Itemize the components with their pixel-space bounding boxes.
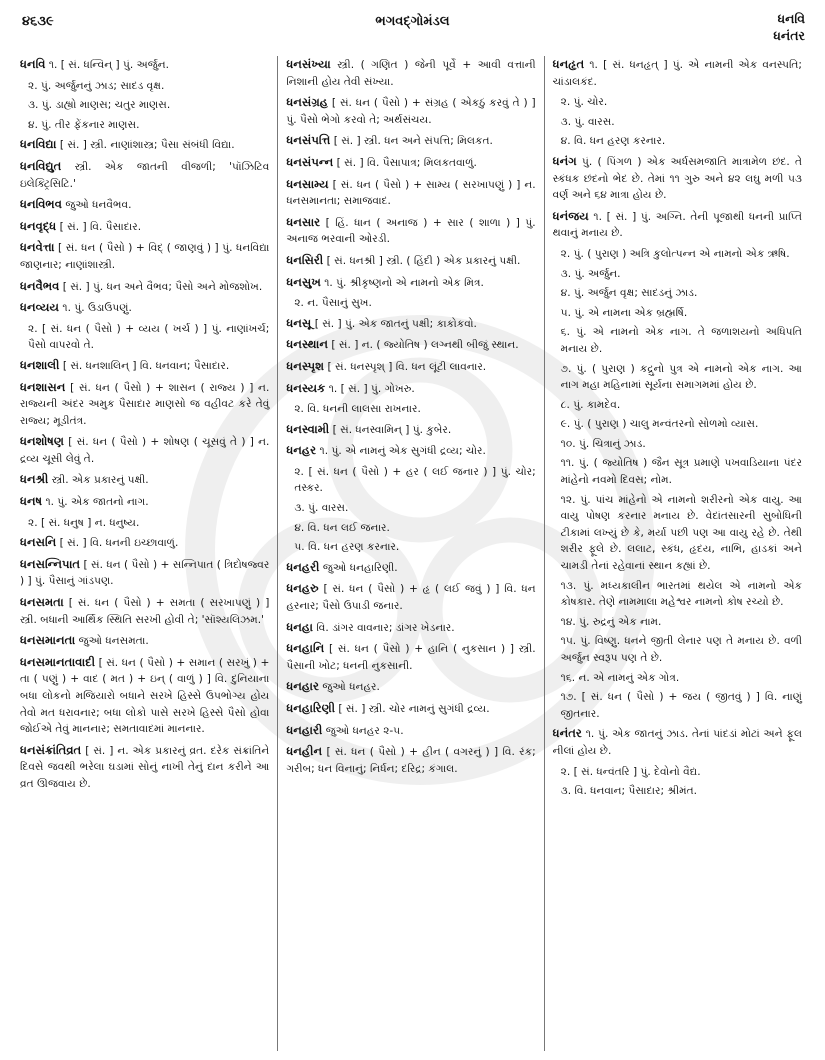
sense: ૨. ન. પૈસાનું સુખ. [294, 297, 372, 310]
dictionary-entry [20, 239, 269, 273]
dictionary-entry [286, 722, 535, 740]
headword: ધનસન્નિપાત [20, 556, 81, 571]
sense: ૨. [ સં. ધન ( પૈસો ) + હર ( લઈ જનાર ) ] પું. ચોર; તસ્કર. [294, 465, 536, 495]
definition: [ સં. ] સ્ત્રી. ચોર નામનું સુગંધી દ્રવ્ય. [338, 703, 490, 715]
dictionary-entry [20, 56, 269, 74]
dictionary-entry [20, 534, 269, 552]
dictionary-entry [286, 380, 535, 398]
dictionary-entry [286, 700, 535, 718]
headword: ધનવ્યય [20, 300, 60, 315]
headword: ધનહાર [286, 679, 319, 694]
book-title: ભગવદ્ગોમંડલ [375, 14, 450, 29]
headword: ધનશોષણ [20, 434, 65, 449]
headword: ધનંગ [552, 153, 577, 168]
headword: ધનસ્પૃશ [286, 358, 325, 373]
sense: ૫. પું. એ નામના એક બ્રહ્મર્ષિ. [560, 306, 688, 319]
dictionary-entry [20, 158, 269, 192]
sense: ૧૧. પું. ( જ્યોતિષ ) જૈન સૂત્ર પ્રમાણે પખવાડિયાના પંદર માંહેનો નવમો દિવસ; નોમ. [560, 457, 802, 487]
definition: [ સં. ] વિ. પૈસાપાત્ર; મિલકતવાળું. [336, 156, 477, 169]
definition: [ સં. ] સ્ત્રી. નાણાંશાસ્ત્ર; પૈસા સંબંધી વિદ્યા. [59, 139, 235, 152]
dictionary-entry [20, 556, 269, 590]
definition: ૧. પું. શ્રીકૃષ્ણનો એ નામનો એક મિત્ર. [324, 276, 484, 289]
sense: ૨. [ સં. ધન ( પૈસો ) + વ્યય ( ખર્ચ ) ] પું. નાણાંખર્ચ; પૈસો વાપરવો તે. [28, 322, 270, 352]
headword: ધનસામ્ય [286, 176, 329, 191]
dictionary-entry [286, 132, 535, 150]
headword: ધનવૈભવ [20, 278, 60, 293]
dictionary-entry [286, 743, 535, 777]
headword: ધનહરી [286, 559, 320, 574]
headword: ધનસ્વામી [286, 421, 330, 436]
definition: [ સં. ] ન. એક પ્રકારનું વ્રત. દરેક સંક્રાંતિને દિવસે જવથી ભરેલા ઘડામાં સોનું નાખી તેનું દાન કરીને આ વ્રત ઊજવાય છે. [20, 744, 270, 790]
headword: ધનસંખ્યા [286, 57, 331, 71]
dictionary-entry [286, 336, 535, 354]
guide-word-last: ધનંતર [773, 28, 805, 43]
guide-word-first: ધનવિ [777, 11, 805, 26]
definition: [ સં. ] પું. એક જાતનું પક્ષી; કાકોકવો. [314, 317, 477, 330]
sense: ૧૦. પું. ચિત્રાનું ઝાડ. [560, 437, 646, 450]
dictionary-entry [286, 559, 535, 577]
page-header [0, 0, 825, 52]
sense: ૧૨. પું. પાંચ માંહેનો એ નામનો શરીરનો એક વાયુ. આ વાયુ પોષણ કરનાર મનાય છે. વેદાંતસારની સુબોધિની ટીકામાં લખ્યું છે કે, મર્યા પછી પણ આ વાયુ રહે છે. તેથી શરીર ફૂલે છે. લલાટ, સ્કંધ, હૃદય, નાભિ, હાડકાં અને ચામડી તેનાં રહેવાનાં સ્થાન કહ્યાં છે. [560, 493, 802, 573]
definition: જુઓ ધનહારિણી. [322, 561, 398, 574]
sense: ૧૪. પું. રુદ્રનું એક નામ. [560, 615, 662, 628]
headword: ધનવૃદ્ધ [20, 218, 57, 233]
definition: [ સં. ] વિ. પૈસાદાર. [59, 220, 142, 233]
sense: ૧૭. [ સં. ધન ( પૈસો ) + જય ( જીતવું ) ] વિ. નાણું જીતનાર. [560, 691, 802, 720]
dictionary-entry [286, 154, 535, 172]
definition: પું. ( પિંગળ ) એક અર્ધસમજાતિ માત્રામેળ છંદ. તે સ્કંધક છંદનો ભેદ છે. તેમાં ૧૧ ગુરુ અને ૪૨ લઘુ મળી ૫૩ વર્ણ અને ૬૪ માત્રા હોય છે. [552, 155, 802, 202]
column-2 [277, 56, 543, 1051]
definition: [ સં. ] સ્ત્રી. ધન અને સંપત્તિ; મિલકત. [333, 135, 493, 148]
definition: જુઓ ધનવૈભવ. [65, 199, 132, 212]
definition: સ્ત્રી. એક જાતની વીજળી; 'પૉઝિટિવ ઇલેક્ટ્રિસિટિ.' [20, 160, 270, 190]
headword: ધનસિરી [286, 252, 324, 267]
definition: ૧. પું. એક જાતનું ઝાડ. તેનાં પાંદડાં મોટાં અને ફૂલ નીલાં હોય છે. [552, 728, 802, 757]
sense: ૩. પું. વારસ. [294, 502, 349, 515]
definition: [ સં. ધનશ્રી ] સ્ત્રી. ( હિંદી ) એક પ્રકારનું પક્ષી. [326, 254, 521, 267]
dictionary-entry [286, 358, 535, 376]
headword: ધનસંગ્રહ [286, 95, 329, 110]
sense: ૫. વિ. ધન હરણ કરનાર. [294, 541, 400, 554]
dictionary-entry [20, 196, 269, 214]
guide-words [773, 10, 805, 44]
definition: [ સં. ધન ( પૈસો ) + હૃ ( લઈ જવું ) ] વિ. ધન હરનાર; પૈસો ઉપાડી જનાર. [286, 583, 536, 613]
dictionary-entry [20, 299, 269, 317]
dictionary-entry [20, 357, 269, 375]
dictionary-columns [20, 56, 810, 1051]
headword: ધનસનિ [20, 535, 57, 550]
sense: ૪. પું. અર્જુન વૃક્ષ; સાદડનું ઝાડ. [560, 287, 698, 300]
headword: ધનવિદ્યા [20, 137, 57, 152]
definition: [ સં. ] વિ. ધનની ઇચ્છાવાળું. [59, 537, 179, 550]
sense: ૧૩. પું. મધ્યકાલીન ભારતમાં થયેલ એ નામનો એક કોષકાર. તેણે નામમાલા મહેશ્વર નામનો કોષ રચ્યો છે. [560, 579, 802, 609]
sense: ૪. વિ. ધન લઈ જનાર. [294, 521, 390, 534]
sense: ૩. વિ. ધનવાન; પૈસાદાર; શ્રીમંત. [560, 785, 697, 798]
definition: [ સં. ] પું. ધન અને વૈભવ; પૈસો અને મોજશોખ. [62, 280, 263, 293]
dictionary-entry [286, 442, 535, 460]
headword: ધનહાનિ [286, 641, 325, 656]
definition: ૧. [ સં. ધનહૃત્ ] પું. એ નામની એક વનસ્પતિ; ચાંડાલકંદ. [552, 59, 802, 88]
dictionary-entry [553, 208, 802, 242]
dictionary-entry [286, 315, 535, 333]
dictionary-entry [286, 619, 535, 637]
headword: ધનસ્થાન [286, 337, 329, 352]
headword: ધનસાર [286, 214, 321, 229]
definition: [ સં. ધન ( પૈસો ) + શાસન ( રાજ્ય ) ] ન. રાજ્યની અંદર અમુક પૈસાદાર માણસો જ વહીવટ કરે તેવું રાજ્ય; મૂડીતંત્ર. [20, 381, 270, 427]
sense: ૨. પું. ( પુરાણ ) અત્રિ કુલોત્પન્ન એ નામનો એક ઋષિ. [560, 247, 790, 260]
headword: ધનસંક્રાંતિવ્રત [20, 742, 82, 757]
sense: ૨. વિ. ધનની લાલસા રાખનાર. [294, 403, 421, 416]
headword: ધનંજય [552, 208, 589, 223]
sense: ૯. પું. ( પુરાણ ) ચાલુ મન્વંતરનો સોળમો વ્યાસ. [560, 418, 759, 431]
dictionary-entry [20, 471, 269, 489]
definition: [ સં. ધન ( પૈસો ) + સંગ્રહ ( એકઠું કરવું તે ) ] પું. પૈસો ભેગો કરવો તે; અર્થસંચય. [286, 97, 536, 126]
dictionary-entry [553, 153, 802, 204]
dictionary-entry [286, 252, 535, 270]
sense: ૩. પું. અર્જુન. [560, 267, 621, 280]
dictionary-entry [20, 433, 269, 467]
definition: જુઓ ધનસમતા. [78, 635, 149, 648]
sense: ૧૬. ન. એ નામનું એક ગોત્ર. [560, 671, 680, 684]
definition: વિ. ડાંગર વાવનાર; ડાંગર ખેડનાર. [316, 621, 455, 634]
headword: ધનવિભવ [20, 197, 62, 212]
definition: સ્ત્રી. એક પ્રકારનું પક્ષી. [51, 474, 149, 487]
definition: જુઓ ધનહર ૨-૫. [325, 724, 404, 737]
sense: ૨. [ સં. ધનુષ ] ન. ધનુષ્ય. [28, 516, 140, 529]
definition: [ સં. ધન ( પૈસો ) + હાનિ ( નુકસાન ) ] સ્ત્રી. પૈસાની ખોટ; ધનની નુકસાની. [286, 643, 536, 672]
dictionary-entry [20, 742, 269, 793]
dictionary-entry [286, 214, 535, 248]
sense: ૩. પું. વારસ. [560, 115, 615, 128]
column-3 [544, 56, 810, 1051]
dictionary-entry [286, 421, 535, 439]
definition: ૧. પું. એક જાતનો નાગ. [45, 496, 149, 509]
definition: [ સં. ધન ( પૈસો ) + સમાન ( સરખું ) + તા ( પણું ) + વાદ ( મત ) + ઇન્ ( વાળું ) ] વિ. દુનિયાના બધા લોકનો મજિયારો બધાને સરખે હિસ્સે ઉપભોગ્ય હોય તેવો મત ધરાવનાર; બધા લોકો પાસે સરખે હિસ્સે પૈસો હોવા જોઈએ તેવું માનનાર; સમતાવાદમાં માનનાર. [20, 656, 270, 736]
definition: ૧. [ સં. ] પું. ગોખરુ. [328, 382, 415, 395]
sense: ૨. [ સં. ધન્વંતરિ ] પું. દેવોનો વૈદ્ય. [560, 765, 701, 778]
headword: ધનહારી [286, 722, 323, 737]
sense: ૧૫. પું. વિષ્ણુ. ધનને જીતી લેનાર પણ તે મનાય છે. વળી અર્જુન સ્વરૂપ પણ તે છે. [560, 635, 802, 664]
column-1 [20, 56, 277, 1051]
dictionary-entry [286, 678, 535, 696]
headword: ધનહર [286, 443, 317, 458]
dictionary-entry [286, 640, 535, 674]
definition: [ સં. ધન ( પૈસો ) + સમતા ( સરખાપણું ) ] સ્ત્રી. બધાની આર્થિક સ્થિતિ સરખી હોવી તે; 'સૉશ્યલિઝમ.' [20, 597, 270, 626]
headword: ધનસૂ [286, 315, 312, 330]
dictionary-entry [20, 379, 269, 430]
dictionary-entry [286, 176, 535, 210]
definition: [ સં. ધન ( પૈસો ) + હીન ( વગરનું ) ] વિ. રંક; ગરીબ; ધન વિનાનું; નિર્ધન; દરિદ્ર; કંગાલ. [286, 746, 536, 775]
headword: ધનહારિણી [286, 701, 336, 715]
definition: જુઓ ધનહર. [322, 681, 380, 694]
headword: ધનહીન [286, 744, 323, 759]
dictionary-entry [286, 94, 535, 128]
definition: ૧. પું. ઉડાઉપણું. [62, 302, 132, 315]
dictionary-entry [553, 725, 802, 759]
headword: ધનશાસન [20, 379, 66, 394]
definition: [ સં. ધનસ્પૃશ્ ] વિ. ધન લૂંટી લાવનાર. [327, 360, 487, 373]
headword: ધનસંપત્તિ [286, 133, 331, 148]
dictionary-entry [20, 654, 269, 738]
definition: ૧. [ સં. ધન્વિન્ ] પું. અર્જુન. [48, 59, 170, 71]
dictionary-entry [20, 632, 269, 650]
dictionary-entry [286, 580, 535, 614]
headword: ધનશાલી [20, 357, 60, 372]
definition: ૧. [ સં. ] પું. અગ્નિ. તેની પૂજાથી ધનની પ્રાપ્તિ થવાનું મનાય છે. [552, 210, 802, 240]
dictionary-entry [553, 56, 802, 90]
headword: ધનંતર [552, 726, 582, 741]
dictionary-entry [286, 56, 535, 90]
sense: ૮. પું. કામદેવ. [560, 398, 621, 411]
dictionary-entry [20, 136, 269, 154]
page-number: ૪૬૩૯ [22, 14, 54, 29]
definition: ૧. પું. એ નામનું એક સુગંધી દ્રવ્ય; ચોર. [319, 445, 486, 458]
headword: ધનહરુ [286, 581, 319, 596]
dictionary-entry [20, 493, 269, 511]
headword: ધનસમતા [20, 595, 64, 610]
headword: ધનવિદ્યુત [20, 158, 62, 173]
definition: [ સં. ધન ( પૈસો ) + શોષણ ( ચૂસવું તે ) ] ન. દ્રવ્ય ચૂસી લેવું તે. [20, 436, 270, 465]
headword: ધનહા [286, 619, 314, 634]
definition: [ સં. ધન ( પૈસો ) + વિદ્ ( જાણવું ) ] પું. ધનવિદ્યા જાણનાર; નાણાંશાસ્ત્રી. [20, 242, 270, 271]
headword: ધનવિ [20, 57, 46, 71]
definition: [ સં. ધન ( પૈસો ) + સામ્ય ( સરખાપણું ) ] ન. ધનસમાનતા; સમાજવાદ. [286, 178, 536, 208]
dictionary-entry [286, 274, 535, 292]
headword: ધનવેત્તા [20, 240, 55, 255]
headword: ધનસ્યક [286, 380, 326, 395]
definition: સ્ત્રી. ( ગણિત ) જેની પૂર્વે + આવી વત્તાની નિશાની હોય તેવી સંખ્યા. [286, 59, 536, 88]
headword: ધનષ [20, 494, 43, 509]
headword: ધનસુખ [286, 274, 321, 289]
definition: [ સં. ધન ( પૈસો ) + સન્નિપાત ( ત્રિદોષજ્વર ) ] પું. પૈસાનું ગાંડપણ. [20, 558, 270, 588]
headword: ધનહૃત [552, 57, 585, 71]
headword: ધનસંપન્ન [286, 154, 334, 169]
dictionary-entry [20, 594, 269, 628]
sense: ૪. પું. તીર ફેંકનાર માણસ. [28, 118, 140, 131]
sense: ૩. પું. ડાહ્યો માણસ; ચતુર માણસ. [28, 99, 171, 112]
sense: ૪. વિ. ધન હરણ કરનાર. [560, 135, 666, 148]
sense: ૭. પું. ( પુરાણ ) કદ્રુનો પુત્ર એ નામનો એક નાગ. આ નાગ મહા મહિનામાં સૂર્યના સમાગમમાં હોય છે. [560, 362, 802, 392]
dictionary-entry [20, 218, 269, 236]
sense: ૨. પું. અર્જુનનું ઝાડ; સાદડ વૃક્ષ. [28, 79, 165, 92]
definition: [ સં. ] ન. ( જ્યોતિષ ) લગ્નથી બીજું સ્થાન. [331, 339, 519, 352]
definition: [ સં. ધનશાલિન્ ] વિ. ધનવાન; પૈસાદાર. [62, 359, 230, 372]
definition: [ હિં. ધાન ( અનાજ ) + સાર ( શાળા ) ] પું. અનાજ ભરવાની ઓરડી. [286, 216, 536, 246]
headword: ધનસમાનતાવાદી [20, 654, 96, 669]
sense: ૬. પું. એ નામનો એક નાગ. તે જળાશયનો અધિપતિ મનાય છે. [560, 326, 802, 355]
headword: ધનસમાનતા [20, 633, 76, 648]
headword: ધનશ્રી [20, 472, 49, 487]
dictionary-entry [20, 278, 269, 296]
definition: [ સં. ધનસ્વામિન્ ] પું. કુબેર. [332, 423, 452, 436]
sense: ૨. પું. ચોર. [560, 96, 608, 109]
